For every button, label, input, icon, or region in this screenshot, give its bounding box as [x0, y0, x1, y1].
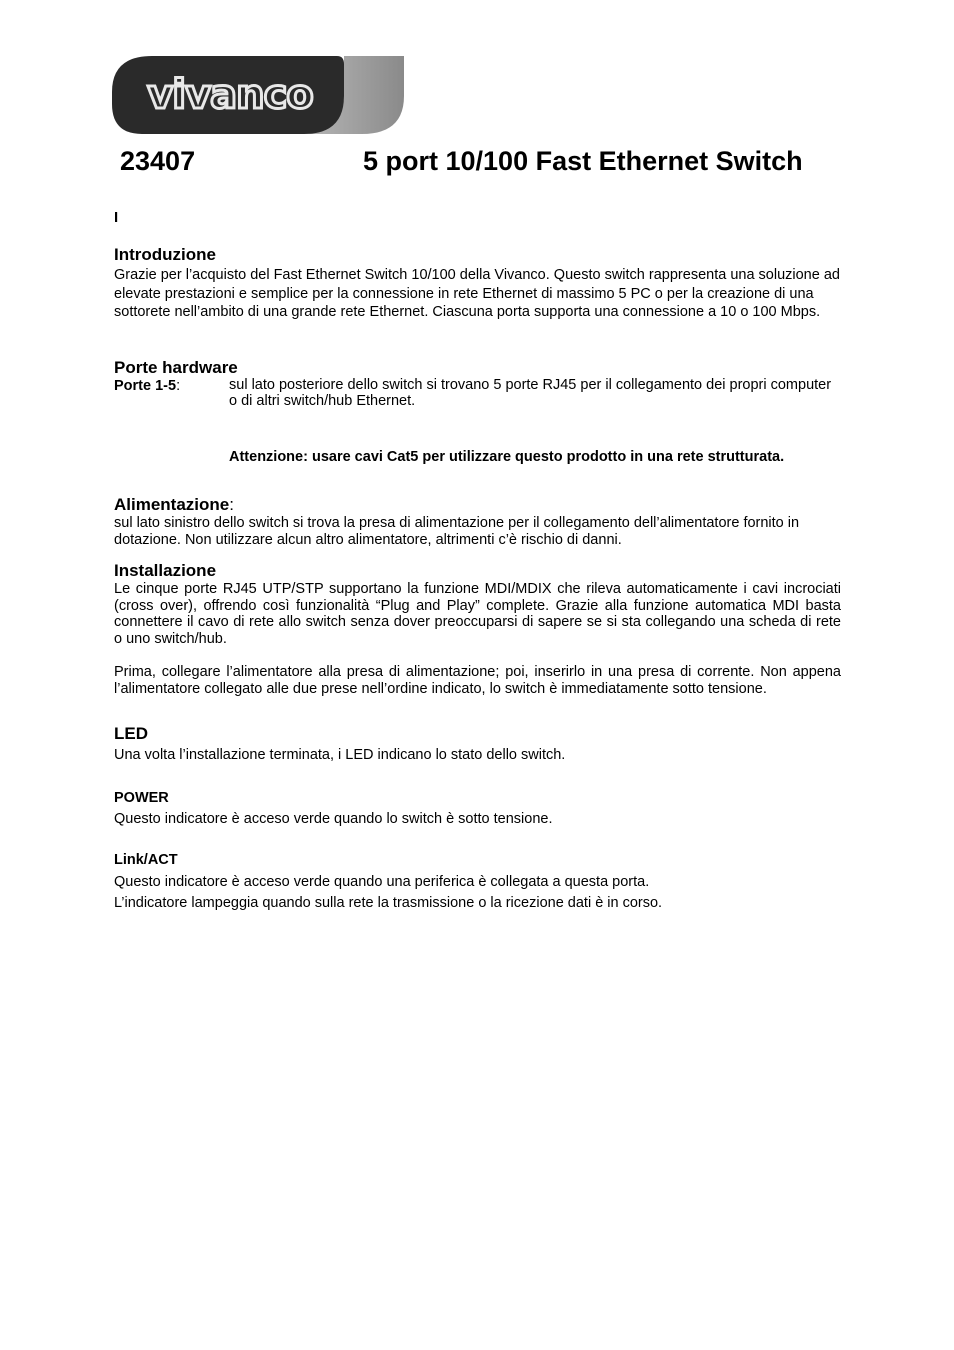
introduction-heading: Introduzione	[114, 245, 216, 264]
ports-label: Porte 1-5:	[114, 378, 181, 394]
language-marker: I	[114, 209, 119, 226]
link-description-2: L’indicatore lampeggia quando sulla rete la trasmissione o la ricezione dati è in corso.	[114, 895, 663, 911]
section-installation	[114, 561, 841, 697]
vivanco-logo	[112, 56, 404, 134]
product-code: 23407	[120, 146, 196, 176]
ports-row	[114, 378, 841, 414]
section-led	[114, 724, 841, 765]
led-power-label: POWER	[114, 790, 169, 806]
ports-description: sul lato posteriore dello switch si trovano 5 porte RJ45 per il collegamento dei propri computer o di altri switch/hub Ethernet.	[229, 377, 832, 409]
hardware-heading: Porte hardware	[114, 358, 238, 377]
led-link-description	[114, 872, 662, 914]
led-power-description: Questo indicatore è acceso verde quando lo switch è sotto tensione.	[114, 811, 553, 827]
introduction-body: Grazie per l’acquisto del Fast Ethernet Switch 10/100 della Vivanco. Questo switch rappresenta una soluzione ad elevate prestazioni e semplice per la connessione in rete Ethernet di massimo 5 PC o per la creazione di una sottorete nell’ambito di una grande rete Ethernet. Ciascuna porta supporta una connessione a 10 o 100 Mbps.	[114, 267, 840, 320]
installation-body-2: Prima, collegare l’alimentatore alla presa di alimentazione; poi, inserirlo in una presa di corrente. Non appena l’alimentatore collegato alle due prese nell’ordine indicato, lo switch è immediatamente sotto tensione.	[114, 664, 841, 697]
power-heading: Alimentazione:	[114, 495, 234, 514]
installation-body-1: Le cinque porte RJ45 UTP/STP supportano la funzione MDI/MDIX che rileva automaticamente i cavi incrociati (cross over), offrendo così funzionalità “Plug and Play” complete. Grazie alla funzione automatica MDI basta connettere il cavo di rete allo switch senza dover preoccuparsi di sapere se si sta collegando una scheda di rete o uno switch/hub.	[114, 581, 841, 647]
led-heading: LED	[114, 724, 148, 743]
section-introduction	[114, 245, 841, 322]
cable-warning: Attenzione: usare cavi Cat5 per utilizzare questo prodotto in una rete strutturata.	[229, 449, 785, 465]
svg-text:vivanco: vivanco	[147, 72, 313, 118]
power-body: sul lato sinistro dello switch si trova la presa di alimentazione per il collegamento dell’alimentatore fornito in dotazione. Non utilizzare alcun altro alimentatore, altrimenti c’è rischio di danni.	[114, 515, 800, 548]
link-description-1: Questo indicatore è acceso verde quando una periferica è collegata a questa porta.	[114, 874, 650, 890]
section-hardware-ports	[114, 358, 841, 414]
title-row	[0, 146, 954, 182]
installation-heading: Installazione	[114, 561, 217, 580]
led-intro: Una volta l’installazione terminata, i LED indicano lo stato dello switch.	[114, 747, 566, 763]
led-link-label: Link/ACT	[114, 852, 178, 868]
section-power	[114, 495, 841, 548]
product-title: 5 port 10/100 Fast Ethernet Switch	[363, 146, 803, 176]
